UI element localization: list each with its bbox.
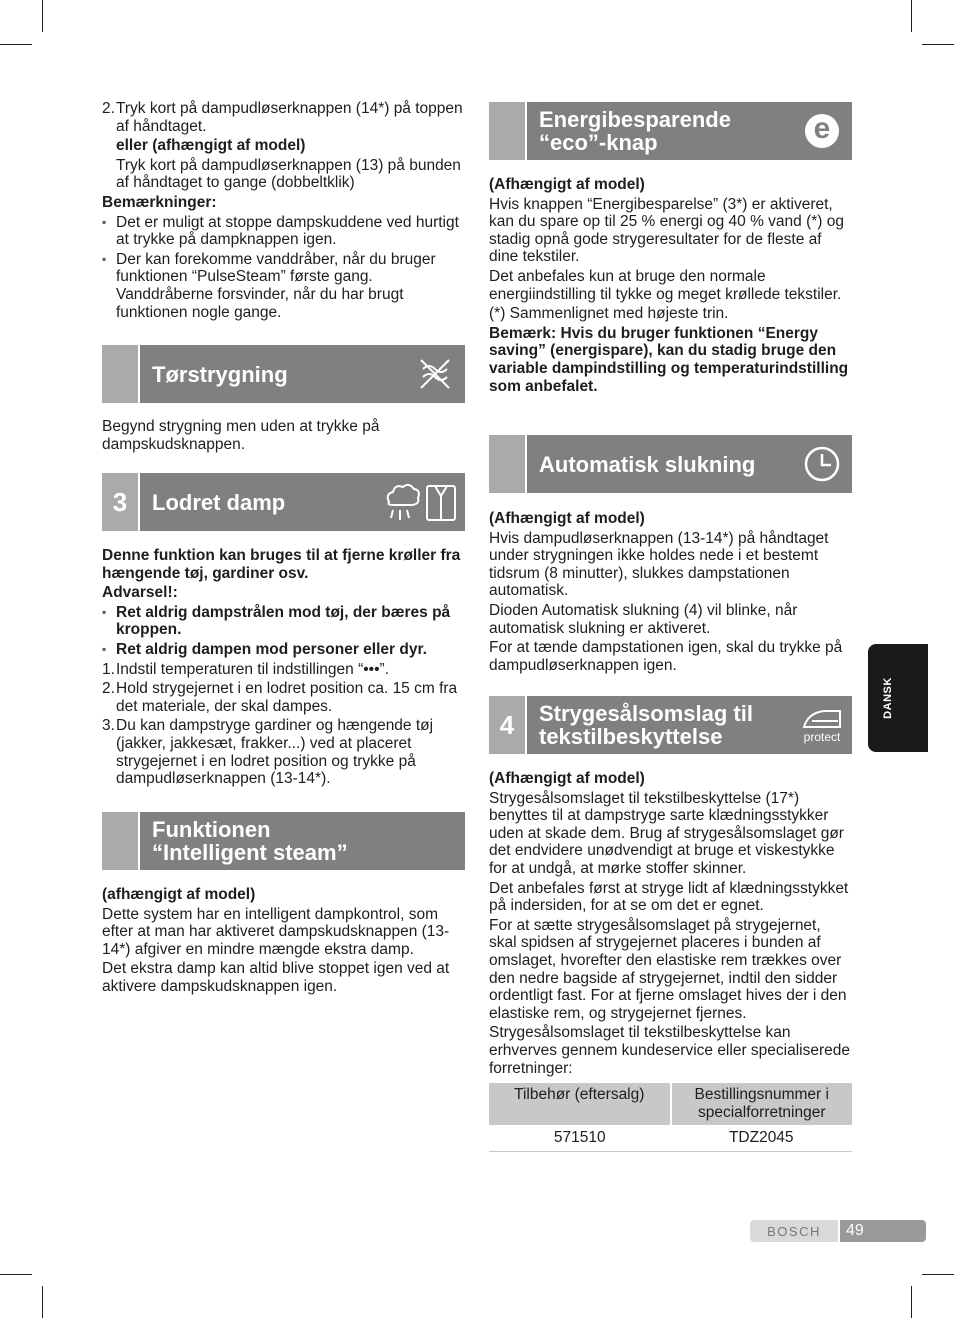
section-tab	[489, 102, 527, 160]
section-title	[527, 696, 792, 754]
section-header-auto-off	[489, 435, 852, 493]
crop-mark	[0, 44, 32, 45]
list-item: ▪ Ret aldrig dampen mod personer eller dyr.	[102, 641, 464, 659]
model-note: (Afhængigt af model)	[489, 176, 645, 193]
crop-mark	[42, 0, 43, 32]
section-header-eco	[489, 102, 852, 160]
section-tab-number: 3	[102, 473, 140, 531]
vertical-steam-icon	[379, 473, 465, 531]
step-item	[102, 680, 464, 715]
step-number: 2.	[102, 680, 115, 698]
step-item	[102, 661, 464, 679]
protect-icon	[792, 696, 852, 754]
step-item	[102, 717, 464, 787]
remarks-list	[102, 214, 464, 322]
crop-mark	[42, 1286, 43, 1318]
brand-label: BOSCH	[750, 1220, 838, 1242]
eco-icon-letter: e	[805, 114, 839, 148]
step-text: Du kan dampstryge gardiner og hængende tøj (jakker, jakkesæt, frakker...) ved at placeret strygejernet i en lodret position og trykke på dampudløserknappen (13-14*).	[116, 717, 434, 788]
step-text: Tryk kort på dampudløserknappen (14*) på toppen af håndtaget.	[116, 100, 463, 135]
model-note: (afhængigt af model)	[102, 886, 256, 903]
paragraph: Det anbefales først at stryge lidt af klædningsstykket på indersiden, for at se om det er egnet.	[489, 879, 849, 915]
warning-list	[102, 604, 464, 659]
crop-mark	[911, 0, 912, 32]
model-note: (Afhængigt af model)	[489, 510, 645, 527]
table-cell: TDZ2045	[671, 1125, 853, 1151]
paragraph: Hvis dampudløserknappen (13-14*) på håndtaget under strygningen ikke holdes nede i et bestemt tidsrum (8 minutter), slukkes dampstationen automatisk.	[489, 529, 829, 600]
table-header: Tilbehør (eftersalg)	[489, 1083, 671, 1125]
protect-text	[489, 770, 852, 1152]
step-number: 2.	[102, 100, 115, 117]
section-title: Automatisk slukning	[539, 451, 756, 477]
step-number: 3.	[102, 717, 115, 735]
note-text: Bemærk: Hvis du bruger funktionen “Energy saving” (energispare), kan du stadig bruge den variable dampindstilling og temperaturindstilling som anbefalet.	[489, 324, 849, 395]
title-line: “Intelligent steam”	[152, 840, 348, 865]
section-tab	[102, 812, 140, 870]
language-side-tab	[868, 644, 928, 752]
page-number: 49	[840, 1220, 926, 1242]
list-item: ▪ Ret aldrig dampstrålen mod tøj, der bæres på kroppen.	[102, 604, 464, 639]
paragraph: Det anbefales kun at bruge den normale energiindstilling til tykke og meget krøllede tekstiler.	[489, 267, 842, 303]
title-line: Funktionen	[152, 817, 271, 842]
no-steam-icon	[405, 345, 465, 403]
paragraph: Det ekstra damp kan altid blive stoppet igen ved at aktivere dampskudsknappen igen.	[102, 960, 450, 995]
step-item	[102, 100, 464, 135]
title-line: tekstilbeskyttelse	[539, 724, 723, 749]
paragraph: Begynd strygning men uden at trykke på dampskudsknappen.	[102, 418, 380, 453]
or-label: eller (afhængigt af model)	[116, 137, 306, 155]
model-note: (Afhængigt af model)	[489, 770, 645, 787]
crop-mark	[0, 1274, 32, 1275]
crop-mark	[911, 1286, 912, 1318]
section-title	[140, 812, 465, 870]
crop-mark	[922, 1274, 954, 1275]
page-footer	[750, 1220, 926, 1242]
crop-mark	[922, 44, 954, 45]
table-header-row	[489, 1083, 852, 1125]
paragraph: Dette system har en intelligent dampkontrol, som efter at man har aktiveret dampskudsknappen (13-14*) afgiver en mindre mængde ekstra damp.	[102, 905, 450, 958]
section-header-dry-ironing	[102, 345, 465, 403]
or-text: Tryk kort på dampudløserknappen (13) på bunden af håndtaget to gange (dobbeltklik)	[116, 156, 461, 192]
table-row	[489, 1125, 852, 1151]
eco-icon	[792, 102, 852, 160]
paragraph: Strygesålsomslaget til tekstilbeskyttelse (17*) benyttes til at dampstryge sarte klædningsstykker uden at skade dem. Brug af strygesålsomslaget gør det endvidere unødvendigt at bruge et viskestykke for at undgå, at mørke stoffer skinner.	[489, 789, 844, 877]
eco-text	[489, 176, 851, 397]
warning-label: Advarsel!:	[102, 584, 178, 602]
auto-off-text	[489, 510, 851, 676]
step-text: Hold strygejernet i en lodret position ca. 15 cm fra det materiale, der skal dampes.	[116, 680, 458, 715]
step-text: Indstil temperaturen til indstillingen “•••”.	[116, 660, 390, 678]
dry-ironing-text	[102, 418, 464, 455]
paragraph: For at tænde dampstationen igen, skal du trykke på dampudløserknappen igen.	[489, 639, 843, 674]
title-line: Energibesparende	[539, 107, 731, 132]
section-title	[527, 102, 792, 160]
section-title: Lodret damp	[152, 489, 286, 515]
step-number: 1.	[102, 660, 115, 678]
lead-text: Denne funktion kan bruges til at fjerne krøller fra hængende tøj, gardiner osv.	[102, 547, 461, 582]
section-header-protect	[489, 696, 852, 754]
section-tab	[102, 345, 140, 403]
section-header-vertical-steam	[102, 473, 465, 531]
intelligent-steam-text	[102, 886, 464, 998]
section-header-intelligent-steam	[102, 812, 465, 870]
language-label: DANSK	[882, 677, 894, 719]
section-title: Tørstrygning	[152, 361, 288, 387]
accessory-table	[489, 1083, 852, 1152]
clock-icon	[792, 435, 852, 493]
section-tab	[489, 435, 527, 493]
paragraph: For at sætte strygesålsomslaget på strygejernet, skal spidsen af strygejernet placeres i bunden af omslaget, hvorefter den elastiske rem trækkes over den nedre bagside af strygejernet, indtil den sidder ordentligt fast. For at fjerne omslaget hives der i den elastiske rem, og strygejernet fjernes.	[489, 916, 847, 1022]
table-cell: 571510	[489, 1125, 671, 1151]
paragraph: Hvis knappen “Energibesparelse” (3*) er aktiveret, kan du spare op til 25 % energi og 40 % vand (*) og stadig opnå gode strygeresultater for de fleste af dine tekstiler.	[489, 195, 845, 266]
paragraph: Dioden Automatisk slukning (4) vil blinke, når automatisk slukning er aktiveret.	[489, 601, 798, 637]
protect-label: protect	[803, 729, 841, 744]
paragraph: Strygesålsomslaget til tekstilbeskyttelse kan erhverves gennem kundeservice eller specialiserede forretninger:	[489, 1024, 850, 1077]
table-header: Bestillingsnummer i specialforretninger	[671, 1083, 853, 1125]
list-item: ▪ Det er muligt at stoppe dampskuddene ved hurtigt at trykke på dampknappen igen.	[102, 214, 464, 249]
remarks-label: Bemærkninger:	[102, 193, 217, 211]
title-line: Strygesålsomslag til	[539, 701, 753, 726]
paragraph: (*) Sammenlignet med højeste trin.	[489, 305, 729, 323]
title-line: “eco”-knap	[539, 130, 658, 155]
section-tab-number: 4	[489, 696, 527, 754]
vertical-steam-text	[102, 547, 464, 790]
list-item: ▪ Der kan forekomme vanddråber, når du bruger funktionen “PulseSteam” første gang. Vanddråberne forsvinder, når du har brugt funktionen nogle gange.	[102, 251, 464, 321]
left-intro	[102, 100, 464, 323]
